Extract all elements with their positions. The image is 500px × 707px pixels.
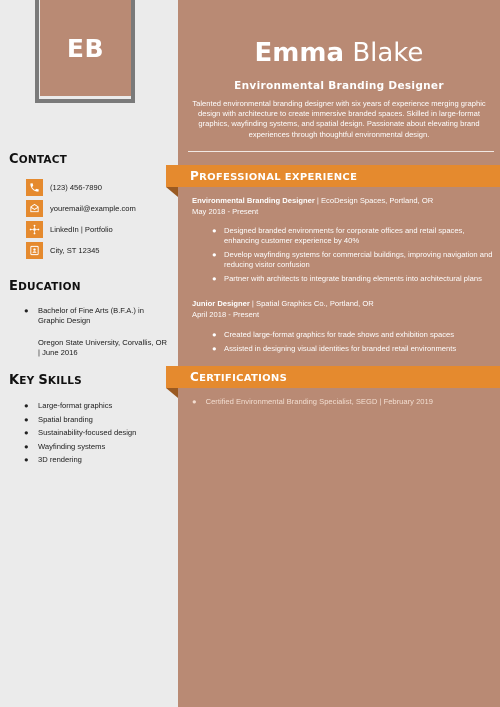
job-bullet-text: Partner with architects to integrate branding elements into architectural plans xyxy=(224,274,482,283)
skills-list xyxy=(24,401,172,471)
phone-text: (123) 456-7890 xyxy=(50,183,102,192)
skill-bullet: ● xyxy=(24,401,29,410)
skill-bullet: ● xyxy=(24,428,29,437)
job-bullet-text: Assisted in designing visual identities for branded retail environments xyxy=(224,344,457,353)
skill-bullet: ● xyxy=(24,414,29,424)
monogram: EB xyxy=(40,0,131,96)
education-heading-rest: DUCATION xyxy=(18,281,81,293)
job-company: | Spatial Graphics Co., Portland, OR xyxy=(249,299,374,308)
list-item xyxy=(192,397,492,406)
divider xyxy=(188,151,494,152)
email-icon xyxy=(26,200,43,217)
skill-text: Sustainability-focused design xyxy=(38,428,137,437)
summary: Talented environmental branding designer with six years of experience merging graphic design with architecture to create immersive branded spaces. Skilled in large-format graphics, wayfinding systems, and spatial design. Passionate about elevating brand experiences through thoughtful environmental design. xyxy=(192,99,486,139)
job-bullet-text: Develop wayfinding systems for commercial buildings, improving navigation and reducing visitor confusion xyxy=(224,250,493,269)
job-dates: May 2018 - Present xyxy=(192,207,259,216)
skill-text: Spatial branding xyxy=(38,414,93,424)
job-bullets xyxy=(212,330,494,356)
skills-heading-initial: K xyxy=(9,373,20,388)
contact-location xyxy=(26,242,100,259)
experience-banner xyxy=(166,165,500,187)
location-text: City, ST 12345 xyxy=(50,246,100,255)
phone-icon xyxy=(26,179,43,196)
education-degree: Bachelor of Fine Arts (B.F.A.) in Graphic Design xyxy=(38,306,144,325)
skill-text: Large-format graphics xyxy=(38,401,113,410)
skills-heading-rest: KILLS xyxy=(47,375,82,387)
contact-heading xyxy=(9,152,67,167)
education-heading-initial: E xyxy=(9,279,19,294)
education-heading xyxy=(9,279,81,294)
candidate-name xyxy=(178,38,500,68)
certifications-banner xyxy=(166,366,500,388)
certifications-heading-rest: ERTIFICATIONS xyxy=(199,373,288,384)
banner-notch xyxy=(166,388,178,398)
cert-text: Certified Environmental Branding Specialist, SEGD | February 2019 xyxy=(205,397,433,406)
job-bullet: ● xyxy=(212,330,217,339)
skills-heading-mid: EY xyxy=(19,375,39,387)
education-bullet: ● xyxy=(24,306,29,315)
contact-email[interactable] xyxy=(26,200,136,217)
contact-links[interactable] xyxy=(26,221,113,238)
skills-heading-initial-2: S xyxy=(38,373,48,388)
experience-heading-rest: ROFESSIONAL EXPERIENCE xyxy=(199,172,358,183)
job-bullet: ● xyxy=(212,250,217,259)
links-text[interactable]: LinkedIn | Portfolio xyxy=(50,225,113,234)
skill-text: Wayfinding systems xyxy=(38,441,106,451)
last-name: Blake xyxy=(352,38,424,68)
certifications-heading-initial: C xyxy=(190,370,200,384)
job-bullet: ● xyxy=(212,344,217,353)
contact-phone xyxy=(26,179,102,196)
job-role: Junior Designer xyxy=(192,299,250,308)
skills-heading xyxy=(9,373,82,388)
job-role: Environmental Branding Designer xyxy=(192,196,315,205)
job-bullet-text: Designed branded environments for corporate offices and retail spaces, enhancing customer experience by 40% xyxy=(224,226,465,245)
job-bullet: ● xyxy=(212,226,217,235)
first-name: Emma xyxy=(254,38,345,68)
skill-bullet: ● xyxy=(24,455,29,464)
job-bullet: ● xyxy=(212,274,217,283)
job-bullet-text: Created large-format graphics for trade shows and exhibition spaces xyxy=(224,330,455,339)
contact-heading-rest: ONTACT xyxy=(18,154,68,166)
contact-heading-initial: C xyxy=(9,152,19,167)
network-icon xyxy=(26,221,43,238)
job-title: Environmental Branding Designer xyxy=(234,80,444,92)
job-company: | EcoDesign Spaces, Portland, OR xyxy=(314,196,434,205)
job-bullets xyxy=(212,226,494,290)
email-text[interactable]: youremail@example.com xyxy=(50,204,136,213)
skill-text: 3D rendering xyxy=(38,455,82,464)
banner-notch xyxy=(166,187,178,197)
job-dates: April 2018 - Present xyxy=(192,310,260,319)
education-school-block xyxy=(24,338,172,362)
certifications-heading xyxy=(190,370,287,384)
cert-bullet: ● xyxy=(192,397,197,406)
experience-heading xyxy=(190,169,357,183)
job-heading xyxy=(192,196,492,206)
skill-bullet: ● xyxy=(24,441,29,451)
experience-heading-initial: P xyxy=(190,169,200,183)
job-heading xyxy=(192,299,492,309)
education-school: Oregon State University, Corvallis, OR | June 2016 xyxy=(38,338,167,357)
location-icon xyxy=(26,242,43,259)
